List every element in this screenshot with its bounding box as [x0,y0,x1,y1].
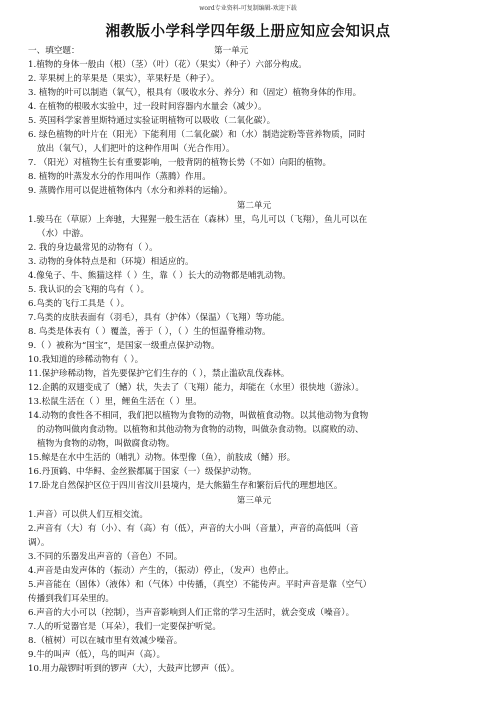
list-item: 8. 鸟类是体表有（ ）覆盖，善于（ ），（ ）生的恒温脊椎动物。 [28,326,271,337]
list-item-continued: 的动物叫做肉食动物。以植物和其他动物为食物的动物，叫做杂食动物。以腐败的动、 [37,425,364,436]
list-item: 5. 英国科学家普里斯特通过实验证明植物可以吸收（二氧化碳）。 [28,116,276,127]
unit2-list [28,213,480,494]
list-item: 16.丹顶鹤、中华鲟、金丝猴都属于国家（一）级保护动物。 [28,467,257,478]
list-item: 1.声音）可以供人们互相交流。 [28,509,148,520]
list-item: 12.企鹅的双翅变成了（鳍）状，失去了（飞翔）能力，却能在（水里）很快地（游泳）。 [28,383,364,394]
unit-heading-2: 第二单元 [236,200,272,211]
list-item: 2. 我的身边最常见的动物有（ ）。 [28,242,158,253]
list-item-continued: 调）。 [28,537,50,548]
list-item: 15.鲸是在水中生活的（哺乳）动物。体型像（鱼），前肢成（鳍）形。 [28,453,296,464]
list-item: 8.（植树）可以在城市里有效减少噪音。 [28,635,183,646]
list-item: 10.用力敲锣时听到的锣声（大），大鼓声比锣声（低）。 [28,664,240,675]
unit1-list [28,58,480,198]
list-item: 5. 我认识的会飞翔的鸟有（ ）。 [28,284,150,295]
list-item: 2. 苹果树上的苹果是（果实），苹果籽是（种子）。 [28,74,220,85]
list-item-continued: 植物为食物的动物，叫做腐食动物。 [37,439,175,450]
list-item: 1.骏马在（草原）上奔驰，大猩猩一般生活在（森林）里，鸟儿可以（飞翔），鱼儿可以在 [28,214,368,225]
list-item: 6. 绿色植物的叶片在（阳光）下能利用（二氧化碳）和（水）制造淀粉等营养物质，同时 [28,130,366,141]
list-item-continued: （水）中游。 [37,228,89,239]
list-item: 6.鸟类的飞行工具是（ ）。 [28,298,130,309]
list-item: 10.我知道的珍稀动物有（ ）。 [28,355,144,366]
document-title: 湘教版小学科学四年级上册应知应会知识点 [105,23,391,40]
list-item: 4. 在植物的根吸水实验中，过一段时间容器内水量会（减少）。 [28,102,267,113]
list-item-continued: 放出（氧气），人们把叶的这种作用叫（光合作用）。 [37,144,235,155]
list-item: 8. 植物的叶蒸发水分的作用叫作（蒸腾）作用。 [28,172,211,183]
list-item: 14.动物的食性各不相同，我们把以植物为食物的动物，叫做植食动物。以其他动物为食物 [28,411,369,422]
list-item: 3. 植物的叶可以制造（氧气），根具有（吸收水分、养分）和（固定）植物身体的作用。 [28,88,362,99]
unit-heading-3: 第三单元 [236,495,272,506]
list-item: 4.声音是由发声体的（振动）产生的，（振动）停止，（发声）也停止。 [28,565,295,576]
list-item: 9.牛的叫声（低），鸟的叫声（高）。 [28,650,166,661]
list-item: 9. 蒸腾作用可以促进植物体内（水分和养料的运输）。 [28,186,233,197]
list-item: 7.人的听觉器官是（耳朵），我们一定要保护听觉。 [28,621,221,632]
unit3-list [28,508,480,677]
section-label: 一、填空题： [28,46,80,56]
document-body [28,44,480,676]
list-item: 13.松鼠生活在（ ）里，鲤鱼生活在（ ）里。 [28,397,202,408]
section-heading-row [28,44,480,58]
page-header: word专业资料-可复制编辑-欢迎下载 [199,5,297,12]
list-item-continued: 传播到我们耳朵里的。 [28,593,114,604]
list-item: 6.声音的大小可以（控制），当声音影响到人们正常的学习生活时，就会变成（噪音）。 [28,607,355,618]
list-item: 7.鸟类的皮肤表面有（羽毛），具有（护体）（保温）（飞翔）等功能。 [28,312,290,323]
list-item: 7. （阳光）对植物生长有重要影响，一般背阴的植物长势（不如）向阳的植物。 [28,158,332,169]
list-item: 3. 动物的身体特点是和（环境）相适应的。 [28,256,194,267]
list-item: 5.声音能在（固体）（液体）和（气体）中传播，（真空）不能传声。平时声音是靠（空气） [28,579,372,590]
list-item: 3.不同的乐器发出声音的（音色）不同。 [28,551,183,562]
list-item: 4.像兔子、牛、熊猫这样（ ）生，靠（ ）长大的动物都是哺乳动物。 [28,270,291,281]
list-item: 17.卧龙自然保护区位于四川省汶川县境内，是大熊猫生存和繁衍后代的理想地区。 [28,481,343,492]
unit-heading-1: 第一单元 [214,46,249,56]
list-item: 1.植物的身体一般由（根）（茎）（叶）（花）（果实）（种子）六部分构成。 [28,60,307,71]
list-item: 11.保护珍稀动物，首先要保护它们生存的（ ），禁止滥砍乱伐森林。 [28,369,290,380]
list-item: 2.声音有（大）有（小）、有（高）有（低），声音的大小叫（音量），声音的高低叫（音 [28,523,359,534]
list-item: 9.（ ）被称为“国宝”，是国家一级重点保护动物。 [28,340,220,351]
